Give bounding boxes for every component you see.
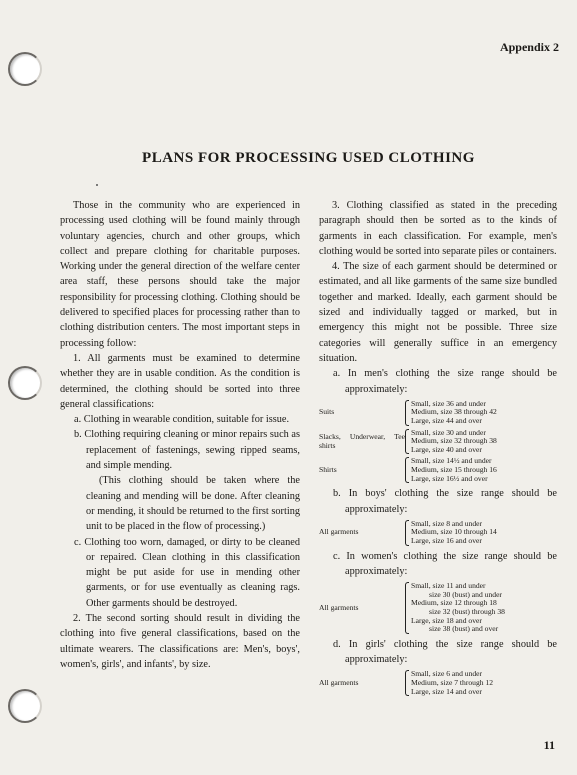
- step-1b-item: b. Clothing requiring cleaning or minor repairs such as replacement of fastenings, sewing ripped seams, and simple mending.: [74, 429, 300, 472]
- step-3-paragraph: 3. Clothing classified as stated in the preceding paragraph should then be sorted as to the kinds of garments in each classification. For example, men's clothing would be sorted into separate piles or containers.: [319, 200, 557, 257]
- stray-mark: [96, 184, 98, 186]
- page-title: PLANS FOR PROCESSING USED CLOTHING: [142, 150, 475, 166]
- brace-mark: [405, 400, 409, 426]
- step-1-paragraph: 1. All garments must be examined to determine whether they are in usable condition. As the condition is determined, the clothing should be sorted into three general classifications:: [60, 352, 300, 410]
- women-sizes: [319, 582, 557, 634]
- step-4-paragraph: 4. The size of each garment should be determined or estimated, and all like garments of the same size bundled together and marked. Ideally, each garment should be sized and individually tagged or marked, but in emergency this might not be possible. Three size categories will generally suffice in an emergency situation.: [319, 261, 557, 364]
- step-1c-item: c. Clothing too worn, damaged, or dirty to be cleaned or repaired. Clean clothing in this classification might be put aside for use in mending other garments, or for use eventually as cleaning rags. Other garments should be destroyed.: [74, 536, 300, 609]
- boys-size-heading: b. In boys' clothing the size range should be approximately:: [333, 488, 557, 515]
- size-category-label: Suits: [319, 407, 335, 417]
- brace-mark: [405, 520, 409, 546]
- size-category-label: All garments: [319, 677, 359, 687]
- size-line: Medium, size 15 through 16: [411, 465, 497, 475]
- size-line: size 38 (bust) and over: [429, 624, 499, 634]
- brace-mark: [405, 670, 409, 696]
- size-line: size 32 (bust) through 38: [429, 606, 505, 616]
- girls-size-heading: d. In girls' clothing the size range should be approximately:: [333, 638, 557, 666]
- size-category-label: All garments: [319, 527, 359, 537]
- step-2-paragraph: 2. The second sorting should result in dividing the clothing into five general classifications, based on the ultimate wearers. The classifications are: Men's, boys', women's, girls', and infants', by size.: [60, 613, 300, 670]
- size-line: Medium, size 10 through 14: [411, 527, 497, 537]
- boys-sizes: [319, 520, 557, 546]
- size-line: Small, size 36 and under: [411, 398, 486, 408]
- step-1a-item: a. Clothing in wearable condition, suitable for issue.: [74, 414, 290, 426]
- size-line: Large, size 16 and over: [411, 535, 482, 545]
- brace-mark: [405, 582, 409, 634]
- men-suits-sizes: [319, 400, 557, 426]
- size-line: Medium, size 7 through 12: [411, 677, 494, 687]
- brace-mark: [405, 457, 409, 483]
- size-line: Medium, size 38 through 42: [411, 407, 497, 417]
- page-number: 11: [543, 738, 555, 752]
- size-line: Small, size 6 and under: [411, 669, 483, 679]
- step-1b-note: (This clothing should be taken where the cleaning and mending will be done. After cleaning or mending, it should be returned to the first sorting unit to be placed in the flow of processing.): [86, 475, 300, 533]
- size-line: Small, size 14½ and under: [411, 456, 492, 466]
- size-line: Large, size 18 and over: [411, 615, 482, 625]
- size-line: Small, size 11 and under: [411, 581, 486, 591]
- girls-sizes: [319, 670, 557, 696]
- size-category-label: All garments: [319, 602, 359, 612]
- binder-hole-top: [8, 52, 42, 86]
- binder-hole-bottom: [8, 689, 42, 723]
- right-column: [319, 198, 557, 699]
- size-line: Medium, size 12 through 18: [411, 598, 497, 608]
- left-column: [60, 198, 300, 672]
- size-line: Large, size 40 and over: [411, 444, 482, 454]
- men-slacks-sizes: [319, 429, 557, 455]
- intro-paragraph: Those in the community who are experienced in processing used clothing will be found mainly through voluntary agencies, church and other groups, which collect and prepare clothing for charitable purposes. Working under the general direction of the welfare center area staff, these persons should take the major responsibility for processing clothing. Clothing should be delivered to specified places for processing rather than to clothing distribution centers. The most important steps in processing follow:: [60, 200, 300, 349]
- men-size-heading: a. In men's clothing the size range should be approximately:: [333, 368, 557, 395]
- size-line: size 30 (bust) and under: [429, 589, 502, 599]
- size-line: Large, size 16½ and over: [411, 473, 488, 483]
- size-line: Large, size 14 and over: [411, 686, 482, 696]
- appendix-label: Appendix 2: [499, 40, 559, 54]
- men-shirts-sizes: [319, 457, 557, 483]
- size-category-label: Shirts: [319, 465, 337, 475]
- size-line: Small, size 30 and under: [411, 427, 486, 437]
- size-category-label: Slacks, Underwear, Tee shirts: [319, 431, 405, 450]
- size-line: Large, size 44 and over: [411, 416, 482, 426]
- women-size-heading: c. In women's clothing the size range should be approximately:: [333, 550, 557, 577]
- binder-hole-middle: [8, 366, 42, 400]
- brace-mark: [405, 429, 409, 455]
- size-line: Medium, size 32 through 38: [411, 436, 497, 446]
- size-line: Small, size 8 and under: [411, 518, 483, 528]
